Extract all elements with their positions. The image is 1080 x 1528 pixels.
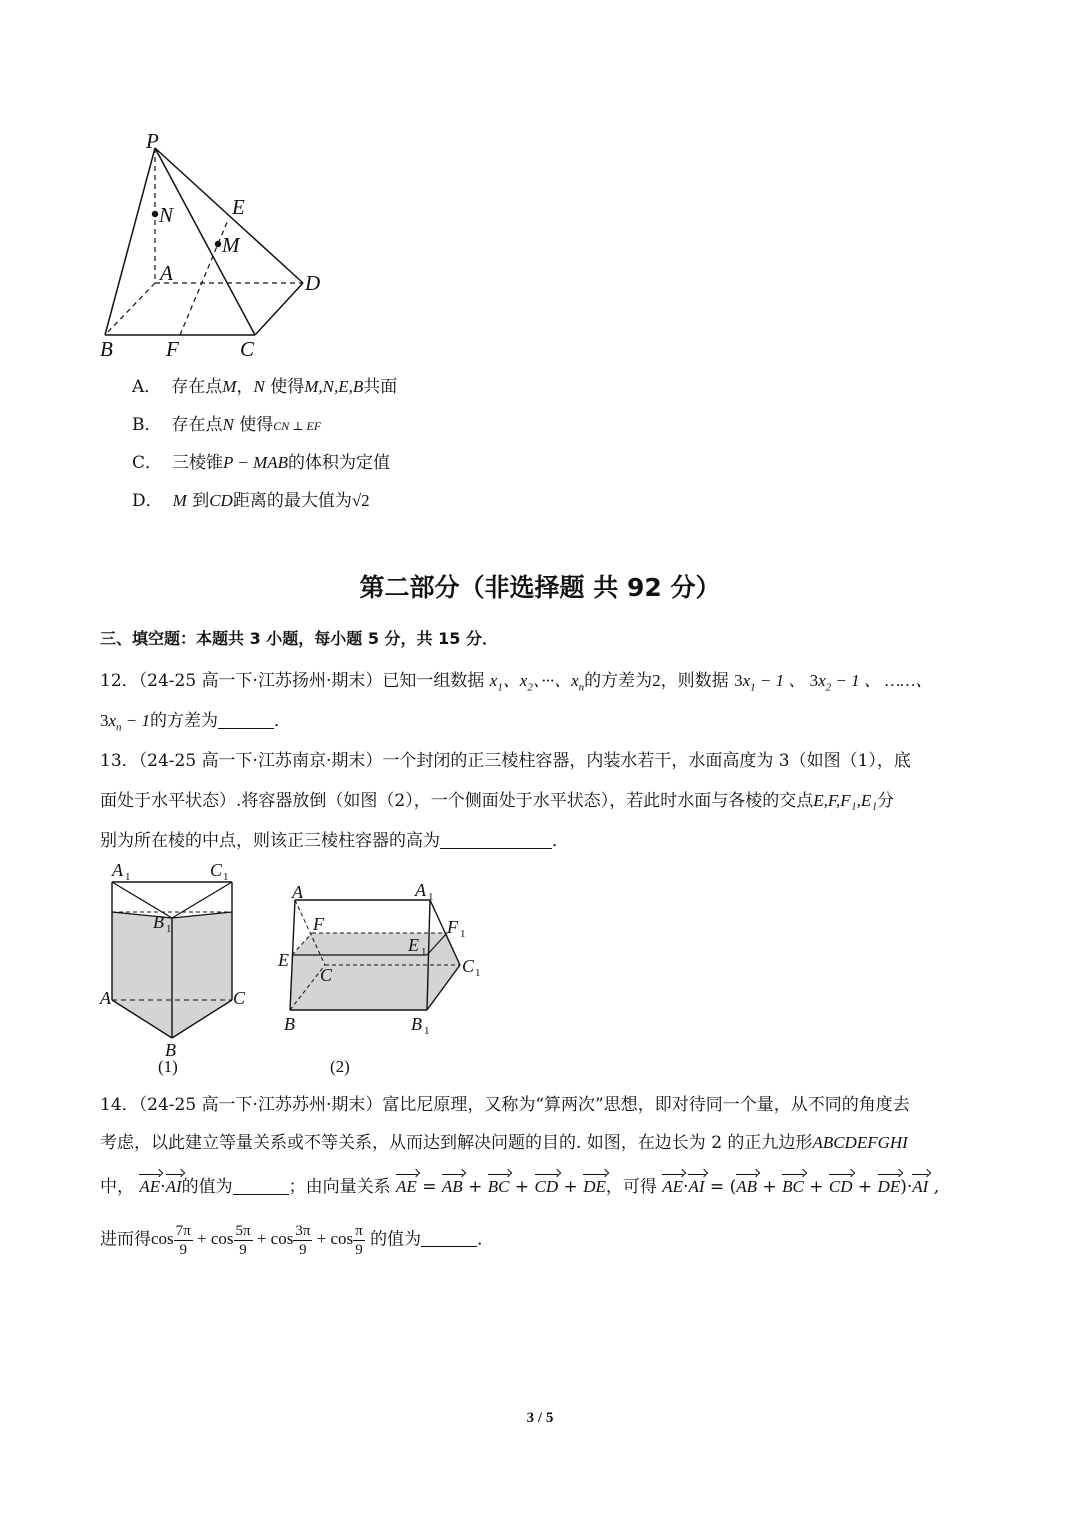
svg-text:1: 1: [428, 891, 434, 903]
option-a: A． 存在点M，N 使得M,N,E,B共面: [132, 377, 398, 397]
label-B: B: [284, 1014, 295, 1034]
question-14-line-2: 考虑，以此建立等量关系或不等关系，从而达到解决问题的目的. 如图，在边长为 2 的正九边形ABCDEFGHI: [100, 1133, 908, 1153]
label-F1: F: [447, 917, 458, 937]
svg-text:1: 1: [421, 946, 427, 958]
question-13-line-2: 面处于水平状态）.将容器放倒（如图（2），一个侧面处于水平状态），若此时水面与各棱的交点E,F,F₁,E₁分: [100, 791, 895, 811]
label-A: A: [100, 988, 111, 1008]
label-A: A: [292, 882, 303, 902]
label-C1: C: [462, 956, 475, 976]
label-D: D: [305, 271, 321, 295]
page-number: 3 / 5: [526, 1410, 554, 1426]
question-14-line-1: 14．（24-25 高一下·江苏苏州·期末）富比尼原理，又称为“算两次”思想，即对待同一个量，从不同的角度去: [100, 1095, 910, 1115]
svg-text:1: 1: [475, 967, 481, 979]
figure-1-caption: (1): [158, 1057, 178, 1076]
fill-in-heading: 三、填空题：本题共 3 小题，每小题 5 分，共 15 分．: [100, 629, 498, 648]
prism-figure-1: [95, 855, 255, 1080]
answer-blank-q12[interactable]: [218, 710, 274, 729]
option-b: B． 存在点N 使得CN ⊥ EF: [132, 415, 322, 435]
label-B: B: [165, 1040, 176, 1060]
label-B1: B: [411, 1014, 422, 1034]
question-13-line-1: 13．（24-25 高一下·江苏南京·期末）一个封闭的正三棱柱容器，内装水若干，水面高度为 3（如图（1），底: [100, 751, 911, 771]
svg-text:1: 1: [460, 928, 466, 940]
answer-blank-q13[interactable]: [440, 830, 552, 849]
label-F: F: [166, 337, 179, 361]
svg-text:1: 1: [166, 923, 172, 935]
question-14-line-3: 中， AE·AI的值为 ；由向量关系 AE = AB + BC + CD + DE，可得 AE·AI = (AB + BC + CD + DE)·AI ,: [100, 1177, 940, 1197]
option-c: C． 三棱锥P − MAB的体积为定值: [132, 453, 390, 473]
question-12-line-2: $3x_n - 1$的方差为 ．: [100, 711, 292, 734]
label-N: N: [159, 203, 174, 227]
label-C: C: [233, 988, 246, 1008]
question-12-line-1: 12．（24-25 高一下·江苏扬州·期末）已知一组数据 $x_1$、$x_2$、···、$x_n$的方差为2，则数据 $3x_1 - 1$ 、 $3x_2 - 1$ 、 ……、: [100, 671, 933, 694]
pyramid-figure: [95, 125, 345, 370]
answer-blank-q14-2[interactable]: [421, 1228, 477, 1247]
label-P: P: [146, 129, 159, 153]
label-E: E: [232, 195, 245, 219]
label-C: C: [320, 965, 333, 985]
label-A1: A: [112, 860, 123, 880]
figure-2-caption: (2): [330, 1057, 350, 1076]
label-C: C: [240, 337, 255, 361]
question-13-line-3: 别为所在棱的中点，则该正三棱柱容器的高为 ．: [100, 831, 569, 851]
label-M: M: [222, 233, 240, 257]
question-14-line-4: 进而得cos $\frac{7\pi}{9}$ + cos $\frac{5\pi}{9}$ + cos $\frac{3\pi}{9}$ + cos $\frac{\pi}{9}$ 的值为 ．: [100, 1223, 495, 1258]
label-B: B: [100, 337, 113, 361]
label-A: A: [160, 261, 173, 285]
label-C1: C: [210, 860, 223, 880]
label-E1: E: [408, 935, 419, 955]
label-A1: A: [415, 880, 426, 900]
svg-text:1: 1: [125, 871, 131, 883]
label-F: F: [313, 914, 324, 934]
prism-figure-2: [275, 875, 490, 1080]
option-d: D． M 到CD距离的最大值为√2: [132, 491, 370, 511]
section-title: 第二部分（非选择题 共 92 分）: [359, 573, 721, 602]
svg-text:1: 1: [424, 1025, 430, 1037]
label-B1: B: [153, 912, 164, 932]
answer-blank-q14-1[interactable]: [233, 1176, 289, 1195]
label-E: E: [278, 950, 289, 970]
svg-text:1: 1: [223, 871, 229, 883]
